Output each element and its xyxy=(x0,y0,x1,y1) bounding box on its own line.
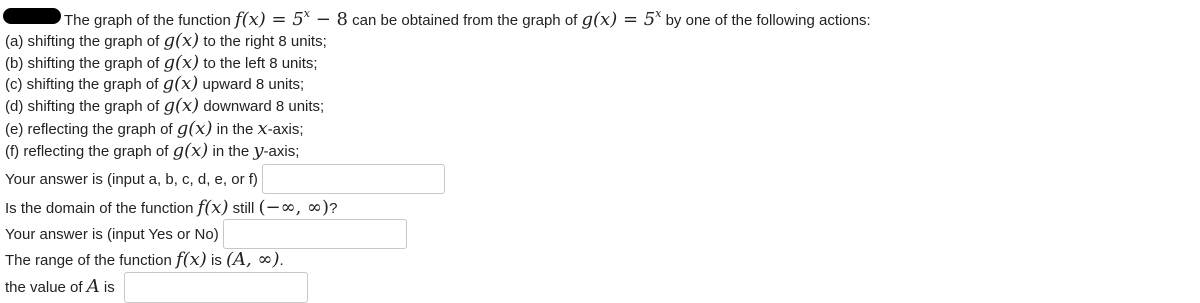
option-prefix: (d) shifting the graph of xyxy=(5,98,160,115)
option-axis-suffix: -axis; xyxy=(263,143,300,160)
domain-answer-input[interactable] xyxy=(223,219,407,249)
intro-text-3: by one of the following actions: xyxy=(665,12,871,29)
option-func: g(x) xyxy=(162,73,199,94)
g-exponent: x xyxy=(655,7,662,20)
range-prefix: The range of the function xyxy=(5,252,172,269)
f-tail: − 8 xyxy=(310,9,348,30)
option-func: g(x) xyxy=(163,95,200,116)
option-axis: y xyxy=(253,140,264,161)
f-exponent: x xyxy=(303,7,311,20)
domain-question-end: ? xyxy=(329,200,338,217)
option-func: g(x) xyxy=(172,140,209,161)
option-func: g(x) xyxy=(176,118,213,139)
value-label-suffix: is xyxy=(103,279,115,296)
option-axis: x xyxy=(257,118,268,139)
action-answer-label: Your answer is (input a, b, c, d, e, or f) xyxy=(5,171,258,188)
redaction-mark xyxy=(3,8,61,24)
option-prefix: (a) shifting the graph of xyxy=(5,33,160,50)
option-suffix: in the xyxy=(216,121,254,138)
option-suffix: to the right 8 units; xyxy=(203,33,327,50)
option-suffix: in the xyxy=(212,143,250,160)
option-prefix: (f) reflecting the graph of xyxy=(5,143,169,160)
domain-func: f(x) xyxy=(197,197,229,218)
option-prefix: (c) shifting the graph of xyxy=(5,76,159,93)
range-statement xyxy=(5,250,284,271)
option-func: g(x) xyxy=(163,30,200,51)
domain-question-prefix: Is the domain of the function xyxy=(5,200,194,217)
value-label-prefix: the value of xyxy=(5,279,83,296)
value-label xyxy=(5,277,115,298)
range-end: . xyxy=(279,252,284,269)
value-var: A xyxy=(86,276,100,297)
range-func: f(x) xyxy=(175,249,207,270)
intro-text-1: The graph of the function xyxy=(64,12,231,29)
option-f xyxy=(5,141,299,162)
domain-interval: (−∞, ∞) xyxy=(258,197,330,218)
domain-answer-label: Your answer is (input Yes or No) xyxy=(5,226,219,243)
action-answer-input[interactable] xyxy=(262,164,445,194)
option-prefix: (b) shifting the graph of xyxy=(5,55,160,72)
range-mid: is xyxy=(210,252,222,269)
option-suffix: to the left 8 units; xyxy=(203,55,318,72)
question-intro xyxy=(64,6,871,31)
option-suffix: upward 8 units; xyxy=(202,76,305,93)
option-b xyxy=(5,53,318,74)
intro-text-2: can be obtained from the graph of xyxy=(352,12,578,29)
option-func: g(x) xyxy=(163,52,200,73)
f-notation: f(x) = 5 xyxy=(234,9,304,30)
domain-question-mid: still xyxy=(232,200,255,217)
range-value-input[interactable] xyxy=(124,272,308,303)
option-a xyxy=(5,31,327,52)
option-c xyxy=(5,74,304,95)
option-prefix: (e) reflecting the graph of xyxy=(5,121,173,138)
g-notation: g(x) = 5 xyxy=(581,9,656,30)
range-interval: (A, ∞) xyxy=(226,249,280,270)
domain-question xyxy=(5,198,337,219)
option-e xyxy=(5,119,304,140)
option-axis-suffix: -axis; xyxy=(267,121,304,138)
option-suffix: downward 8 units; xyxy=(203,98,325,115)
option-d xyxy=(5,96,324,117)
